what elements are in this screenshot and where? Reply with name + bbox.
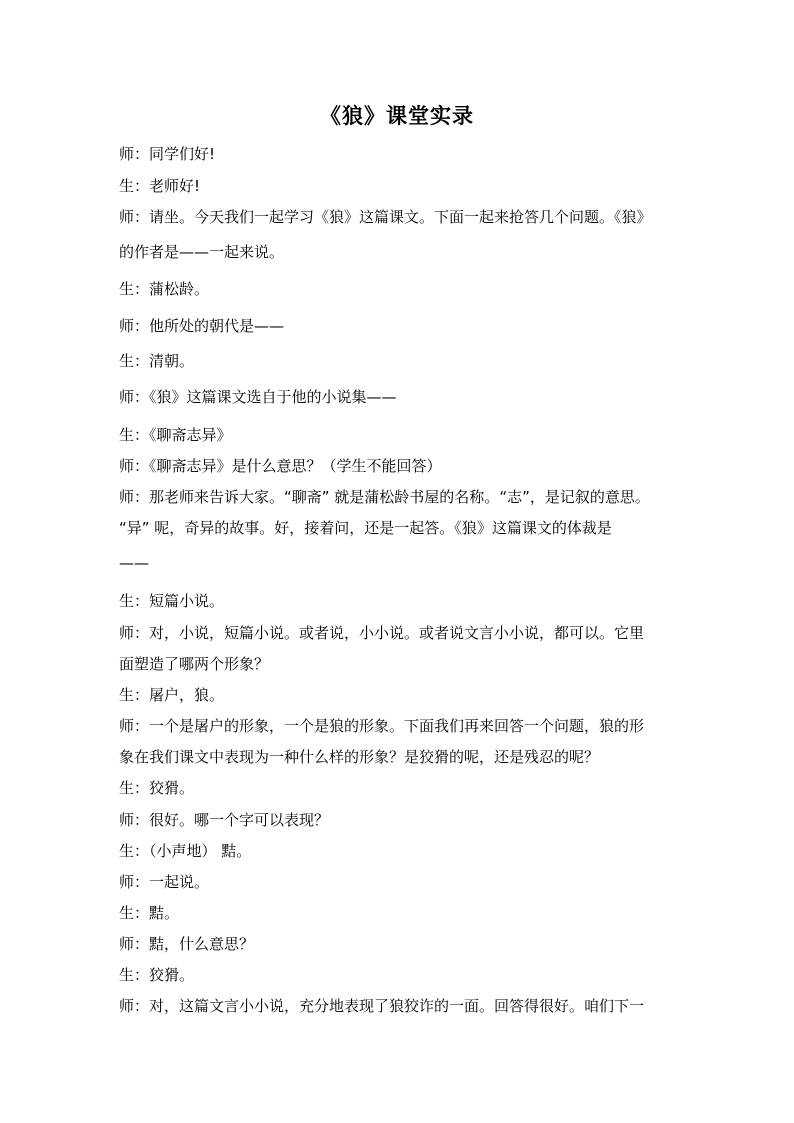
dialogue-line: 生：（小声地） 黠。 <box>119 842 252 860</box>
dialogue-line: 师：请坐。今天我们一起学习《狼》这篇课文。下面一起来抢答几个问题。《狼》 <box>119 208 652 226</box>
dialogue-line: 象在我们课文中表现为一种什么样的形象？是狡猾的呢，还是残忍的呢？ <box>119 748 600 766</box>
dialogue-line: 师：一个是屠户的形象，一个是狼的形象。下面我们再来回答一个问题，狼的形 <box>119 717 645 735</box>
dialogue-line: 生：狡猾。 <box>119 779 195 797</box>
dialogue-line: 师：他所处的朝代是—— <box>119 317 285 335</box>
dialogue-line: 师：同学们好! <box>119 145 216 163</box>
dialogue-line: 生：屠户，狼。 <box>119 686 225 704</box>
dialogue-line: 生：黠。 <box>119 904 180 922</box>
dialogue-line: 生：短篇小说。 <box>119 592 225 610</box>
dialogue-line: 生：清朝。 <box>119 352 195 370</box>
dialogue-line: 师：黠，什么意思？ <box>119 935 255 953</box>
dialogue-line: —— <box>119 554 149 572</box>
dialogue-line: 师：对，这篇文言小小说，充分地表现了狼狡诈的一面。回答得很好。咱们下一 <box>119 997 645 1015</box>
dialogue-line: 师：对，小说，短篇小说。或者说，小小说。或者说文言小小说，都可以。它里 <box>119 624 645 642</box>
dialogue-line: 师：《狼》这篇课文选自于他的小说集—— <box>119 388 397 406</box>
document-title: 《狼》课堂实录 <box>320 103 474 128</box>
dialogue-line: 师：那老师来告诉大家。“聊斋” 就是蒲松龄书屋的名称。“志”，是记叙的意思。 <box>119 488 650 506</box>
dialogue-line: 师：《聊斋志异》是什么意思？（学生不能回答） <box>119 457 442 475</box>
dialogue-line: 生：老师好! <box>119 177 201 195</box>
dialogue-line: 师：很好。哪一个字可以表现？ <box>119 811 330 829</box>
dialogue-line: “异” 呢，奇异的故事。好，接着问，还是一起答。《狼》这篇课文的体裁是 <box>119 519 612 537</box>
dialogue-line: 的作者是——一起来说。 <box>119 243 285 261</box>
dialogue-line: 面塑造了哪两个形象？ <box>119 655 270 673</box>
dialogue-line: 生：《聊斋志异》 <box>119 426 232 444</box>
dialogue-line: 师：一起说。 <box>119 873 210 891</box>
dialogue-line: 生：狡猾。 <box>119 966 195 984</box>
dialogue-line: 生：蒲松龄。 <box>119 280 210 298</box>
